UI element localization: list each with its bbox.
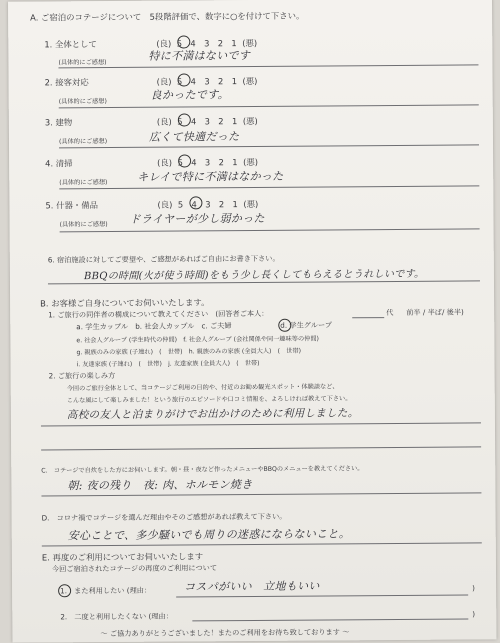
scale-5[interactable]: 5: [177, 157, 183, 168]
scale-3[interactable]: 3: [204, 116, 210, 127]
age-blank: [352, 317, 384, 318]
scale-2[interactable]: 2: [217, 38, 224, 49]
item-4-label: 4. 清掃: [45, 158, 73, 169]
comment-label: (具体的にご感想): [59, 220, 108, 229]
comment-label: (具体的にご感想): [58, 98, 107, 106]
scale-2[interactable]: 2: [218, 116, 224, 127]
comment-label: (具体的にご感想): [59, 178, 108, 187]
item-5-scale: [157, 198, 258, 211]
item-2-label: 2. 接客対応: [44, 77, 89, 88]
scale-good: (良): [157, 157, 173, 168]
b-opt-d[interactable]: d. 学生グループ: [280, 320, 332, 330]
divider: [41, 446, 481, 450]
section-d-answer[interactable]: 安心ことで、多少騒いでも周りの迷惑にならないこと。: [67, 527, 351, 543]
divider: [60, 228, 480, 232]
scale-1[interactable]: 1: [232, 199, 238, 210]
b-q2-text1: 今回のご旅行全体として、当コテージご利用の目的や、付近のお勧め観光スポット・体験談など、: [66, 383, 339, 393]
b-age: 代: [386, 308, 394, 318]
scale-4[interactable]: 4: [190, 76, 197, 87]
e-opt1-answer[interactable]: コスパがいい 立地もいい: [184, 579, 320, 594]
b-opt-e[interactable]: e. 社会人グループ (学生時代の仲間) f. 社会人グループ (会社関係や同一趣味等の仲間): [76, 335, 319, 345]
scale-4[interactable]: 4: [191, 199, 197, 210]
scale-good: (良): [156, 38, 172, 49]
item-1-label: 1. 全体として: [44, 39, 97, 50]
scale-4[interactable]: 4: [190, 116, 197, 127]
item-5-label: 5. 什器・備品: [45, 200, 98, 211]
selected-circle: [178, 73, 191, 86]
section-a-heading: A. ご宿泊のコテージについて 5段階評価で、数字に○を付けて下さい。: [30, 10, 305, 23]
e-opt2-close: ): [472, 609, 476, 619]
scale-2[interactable]: 2: [218, 199, 225, 210]
e-opt1[interactable]: 1. また利用したい (理由：: [60, 585, 152, 596]
divider: [58, 64, 478, 68]
e-opt1-close: ): [472, 583, 475, 593]
item-3-comment[interactable]: 広くて快適だった: [148, 130, 240, 144]
answer-line: [192, 618, 468, 621]
divider: [59, 185, 479, 189]
section-6-prompt: 6. 宿泊施設に対してご要望や、ご感想があればご自由にお書き下さい。: [47, 253, 280, 265]
b-opt-a[interactable]: a. 学生カップル b. 社会人カップル c. ご夫婦: [76, 321, 232, 332]
scale-bad: (悪): [243, 198, 259, 210]
b-q2: 2. ご旅行の楽しみ方: [48, 370, 116, 381]
scale-bad: (悪): [242, 75, 258, 87]
scale-1[interactable]: 1: [232, 157, 238, 168]
scale-bad: (悪): [242, 115, 258, 127]
item-2-comment[interactable]: 良かったです。: [150, 88, 229, 102]
section-d-prompt: D. コロナ禍でコテージを選んだ理由やそのご感想があれば教えて下さい。: [41, 511, 287, 523]
item-4-scale: [157, 156, 258, 169]
b-q1: 1. ご旅行の同伴者の構成について教えてください (回答者ご本人：: [48, 308, 269, 320]
section-e-sub: 今回ご宿泊されたコテージの再度のご利用について: [51, 563, 218, 574]
e-opt2[interactable]: 2. 二度と利用したくない (理由：: [60, 611, 173, 622]
selected-circle: [178, 154, 191, 167]
scale-good: (良): [157, 199, 173, 210]
comment-label: (具体的にご感想): [58, 138, 108, 146]
section-b-heading: B. お客様ご自身についてお伺いいたします。: [40, 297, 210, 309]
scale-5[interactable]: 5: [177, 116, 183, 127]
item-4-comment[interactable]: キレイで特に不満はなかった: [137, 169, 284, 184]
section-6-answer[interactable]: BBQの時間(火が使う時間)をもう少し長くしてもらえるとうれしいです。: [83, 268, 425, 283]
selected-circle: [278, 319, 291, 332]
answer-line: [176, 594, 468, 597]
scale-3[interactable]: 3: [205, 199, 211, 210]
item-1-comment[interactable]: 特に不満はないです: [148, 49, 251, 63]
scale-1[interactable]: 1: [231, 38, 237, 49]
footer-thanks: ～ ご協力ありがとうございました！またのご利用をお待ち致しております ～: [100, 627, 350, 639]
section-c-answer[interactable]: 朝: 夜の残り 夜: 肉、ホルモン焼き: [67, 477, 253, 493]
scale-bad: (悪): [242, 37, 258, 49]
item-3-label: 3. 建物: [44, 117, 73, 128]
selected-circle: [189, 196, 202, 209]
comment-label: (具体的にご感想): [58, 59, 107, 67]
scale-5[interactable]: 5: [176, 76, 183, 87]
scale-5[interactable]: 5: [176, 38, 183, 49]
item-5-comment[interactable]: ドライヤーが少し弱かった: [129, 211, 265, 226]
scale-1[interactable]: 1: [231, 116, 238, 127]
section-e-heading: E. 再度のご利用についてお伺いいたします: [41, 551, 204, 563]
scale-bad: (悪): [243, 156, 259, 168]
scale-good: (良): [156, 116, 172, 127]
section-c-prompt: C. コテージで自炊をした方にお伺いします。朝・昼・夜など作ったメニューやBBQのメニューを教えてください。: [41, 465, 364, 475]
scale-1[interactable]: 1: [231, 76, 238, 87]
scale-4[interactable]: 4: [191, 157, 197, 168]
survey-sheet: [8, 0, 496, 643]
scale-good: (良): [156, 76, 172, 87]
divider: [59, 104, 479, 108]
b-opt-i[interactable]: i. 友達家族 (子連れ) ( 世帯) j. 友達家族 (全員大人) ( 世帯): [76, 359, 260, 369]
scale-2[interactable]: 2: [218, 157, 224, 168]
scale-3[interactable]: 3: [204, 76, 210, 87]
b-age-tail: 前半 / 半ば/ 後半): [406, 307, 464, 317]
b-opt-g[interactable]: g. 親族のみの家族 (子連れ) ( 世帯) h. 親族のみの家族 (全員大人) ( 世帯): [76, 347, 302, 357]
scale-2[interactable]: 2: [217, 76, 224, 87]
scale-4[interactable]: 4: [190, 38, 196, 49]
b-q2-answer[interactable]: 高校の友人と泊まりがけでお出かけのために利用しました。: [66, 407, 359, 422]
item-3-scale: [157, 115, 258, 128]
scale-3[interactable]: 3: [204, 38, 210, 49]
divider: [41, 422, 481, 426]
scale-3[interactable]: 3: [204, 157, 211, 168]
scale-5[interactable]: 5: [177, 199, 184, 210]
selected-circle: [178, 113, 191, 126]
b-q2-text2: こんな風にして楽しみました！という旅行のエピソードや口コミ情報を、よろしければ教えて下さい。: [66, 395, 352, 405]
divider: [59, 144, 479, 148]
